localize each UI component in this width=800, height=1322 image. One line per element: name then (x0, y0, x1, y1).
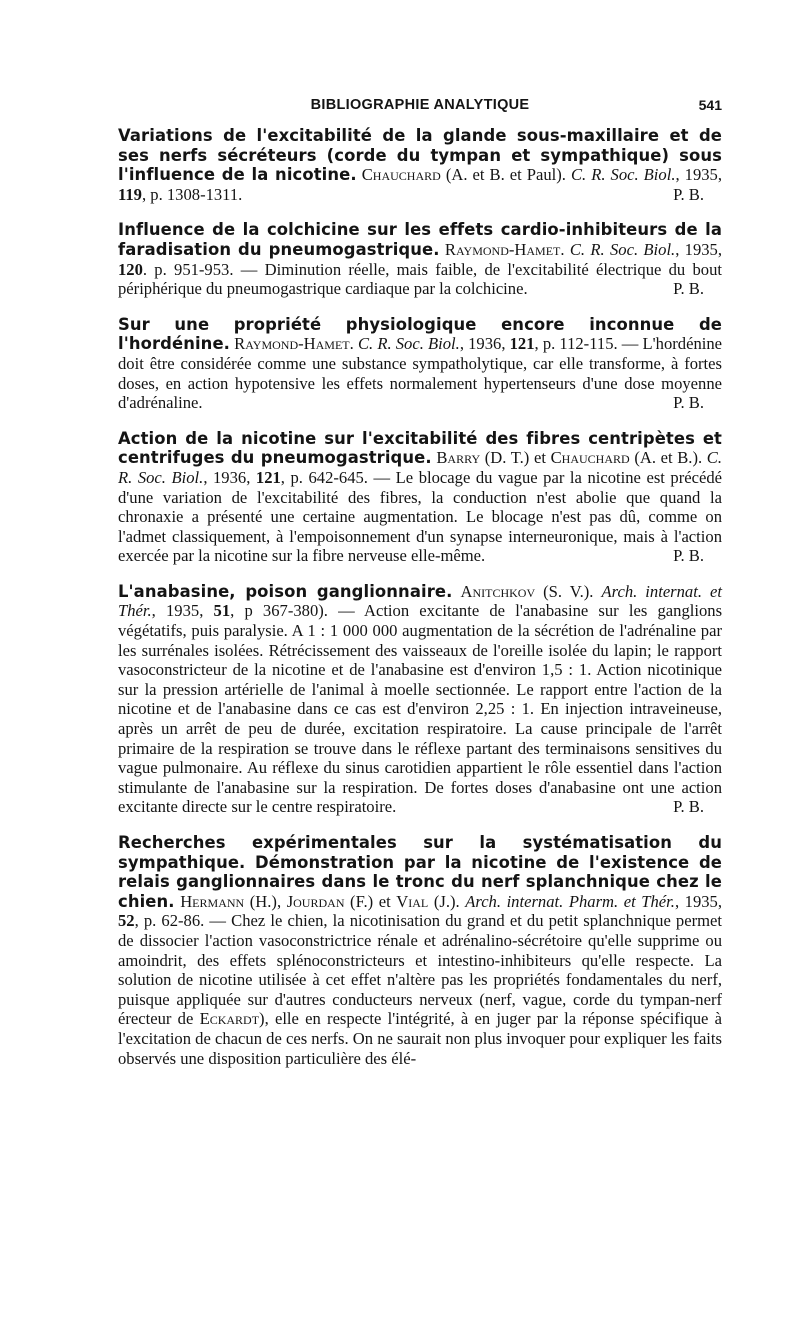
entry-volume: 121 (509, 334, 535, 354)
entry-pages: , p. 1308-1311. (141, 184, 243, 204)
entry-title: L'anabasine, poison ganglionnaire. (118, 581, 453, 601)
entry-author-2: Chauchard (550, 448, 630, 468)
page (118, 96, 722, 1084)
entry-title: Influence de la colchicine sur les effets cardio-inhibiteurs de la faradisation du pneumogastrique. (118, 220, 722, 259)
entry-author-initials: . (560, 239, 570, 259)
entry-year: , 1935, (674, 891, 722, 911)
entry-author: Anitchkov (460, 581, 536, 601)
entry-cited-author: Eckardt (199, 1009, 260, 1029)
entry-author-2-initials: (A. et B.). (629, 448, 707, 468)
bibliography-entry (118, 126, 722, 204)
entry-author: Chauchard (361, 165, 441, 185)
entry-year: , 1936, (203, 467, 256, 487)
entry-paragraph (118, 582, 722, 817)
entry-volume: 51 (213, 601, 231, 621)
entry-volume: 119 (118, 184, 142, 204)
entry-abstract: — Diminution réelle, mais faible, de l'excitabilité électrique du bout périphérique du pneumogastrique cardiaque par la colchicine. (118, 259, 723, 299)
entry-journal: Arch. internat. Pharm. et Thér. (465, 891, 675, 911)
entry-abstract: — L'hordénine doit être considérée comme une substance sympatholytique, car elle transforme, à fortes doses, en action hypotensive les effets normalement hypertenseurs d'une dose moyenne d'adrénaline. (118, 334, 723, 413)
bibliography-entry (118, 582, 722, 817)
entry-signature: P. B. (673, 393, 704, 413)
entry-pages: , p. 642-645. (280, 467, 374, 487)
entry-journal: Arch. internat. et Thér. (118, 581, 722, 621)
entry-title: Recherches expérimentales sur la systématisation du sympathique. Démonstration par la nicotine de l'existence de relais ganglionnaires dans le tronc du nerf splanchnique chez le chien. (118, 833, 722, 911)
entry-journal: C. R. Soc. Biol. (570, 165, 676, 185)
entry-author-3: Vial (396, 891, 429, 911)
entry-author-3-initials: (J.). (428, 891, 466, 911)
entry-paragraph (118, 126, 722, 204)
running-title: BIBLIOGRAPHIE ANALYTIQUE (310, 97, 530, 113)
entry-author-2-initials: (F.) et (344, 891, 397, 911)
entry-author-initials: (H.), (244, 891, 287, 911)
entry-journal: C. R. Soc. Biol. (569, 239, 676, 259)
bibliography-entry (118, 833, 722, 1068)
entry-author: Barry (436, 448, 481, 468)
bibliography-entry (118, 220, 722, 298)
entry-author-initials: . (349, 334, 358, 354)
entry-journal: C. R. Soc. Biol. (357, 334, 460, 354)
entry-paragraph (118, 315, 722, 413)
entry-author-initials: (S. V.). (535, 581, 602, 601)
entry-paragraph (118, 833, 722, 1068)
entry-year: , 1935, (675, 239, 722, 259)
page-number: 541 (698, 97, 722, 113)
entry-year: , 1935, (675, 165, 722, 185)
entry-signature: P. B. (673, 797, 704, 817)
entry-author: Raymond-Hamet (234, 334, 350, 354)
entry-abstract: — Le blocage du vague par la nicotine est précédé d'une variation de l'excitabilité des fibres, la conduction n'est abolie que quand la chronaxie a présenté une certaine augmentation. Le blocage n'est pas dû, comme on l'admet classiquement, à l'empoisonnement d'un synapse interneuronique, mais à l'action exercée par la nicotine sur la fibre nerveuse elle-même. (118, 467, 723, 566)
entry-abstract: — Chez le chien, la nicotinisation du grand et du petit splanchnique permet de dissocier l'action vasoconstrictrice rénale et adrénalino-sécrétoire qu'elle supprime ou amoindrit, des effets splénoconstricteurs et intestino-inhibiteurs qu'elle respecte. La solution de nicotine utilisée à cet effet n'altère pas les propriétés fondamentales du nerf, puisque appliquée sur d'autres conducteurs nerveux (nerf, vague, corde du tympan-nerf érecteur de (118, 911, 722, 1029)
entry-journal: C. R. Soc. Biol. (118, 448, 722, 487)
entry-volume: 121 (255, 467, 281, 487)
entry-paragraph (118, 429, 722, 566)
entry-year: , 1935, (151, 601, 214, 621)
bibliography-entry (118, 429, 722, 566)
entry-author-initials: (A. et B. et Paul). (440, 165, 571, 185)
entry-pages: , p. 112-115. (534, 334, 622, 354)
entry-volume: 52 (118, 911, 135, 931)
entry-title: Variations de l'excitabilité de la glande sous-maxillaire et de ses nerfs sécréteurs (corde du tympan et sympathique) sous l'influence de la nicotine. (118, 126, 722, 185)
entry-year: , 1936, (459, 334, 510, 354)
entry-title: Sur une propriété physiologique encore inconnue de l'hordénine. (118, 314, 722, 354)
entry-title: Action de la nicotine sur l'excitabilité des fibres centripètes et centrifuges du pneumogastrique. (118, 428, 722, 468)
entry-pages: . p. 951-953. (142, 259, 241, 279)
entry-signature: P. B. (673, 184, 704, 204)
entry-volume: 120 (118, 259, 143, 279)
entry-author: Raymond-Hamet (444, 239, 561, 259)
entry-author-initials: (D. T.) et (480, 448, 551, 468)
entry-paragraph (118, 220, 722, 298)
entry-pages: , p. 62-86. (134, 911, 210, 931)
page-header (118, 96, 722, 118)
entry-author-2: Jourdan (286, 891, 345, 911)
bibliography-entry (118, 315, 722, 413)
entry-signature: P. B. (673, 546, 704, 566)
entry-abstract-continued: ), elle en respecte l'intégrité, à en juger par la réponse spécifique à l'excitation de chacun de ces nerfs. On ne saurait non plus invoquer pour expliquer les faits observés une disposition particulière des élé- (118, 1009, 722, 1068)
entry-pages: , p 367-380). (230, 601, 339, 621)
entry-author: Hermann (180, 891, 245, 911)
entry-abstract: — Action excitante de l'anabasine sur les ganglions végétatifs, puis paralysie. A 1 : 1 000 000 augmentation de la sécrétion de l'adrénaline par les surrénales isolées. Rétrécissement des vaisseaux de l'oreille isolée du lapin; le rapport vasoconstricteur de la nicotine et de l'anabasine est d'environ 1,5 : 1. Action nicotinique sur la pression artérielle de l'animal à moelle sectionnée. Le rapport entre l'action de la nicotine et de l'anabasine dans ce cas est d'environ 2,25 : 1. En injection intraveineuse, après un arrêt de peu de durée, excitation respiratoire. La cause principale de l'arrêt primaire de la respiration se trouve dans le réflexe partant des terminaisons sensitives du vague pulmonaire. Au réflexe du sinus carotidien appartient le rôle essentiel dans l'action stimulante de l'anabasine sur la respiration. De fortes doses d'anabasine ont une action excitante directe sur le centre respiratoire. (118, 601, 723, 817)
entry-signature: P. B. (673, 279, 704, 299)
